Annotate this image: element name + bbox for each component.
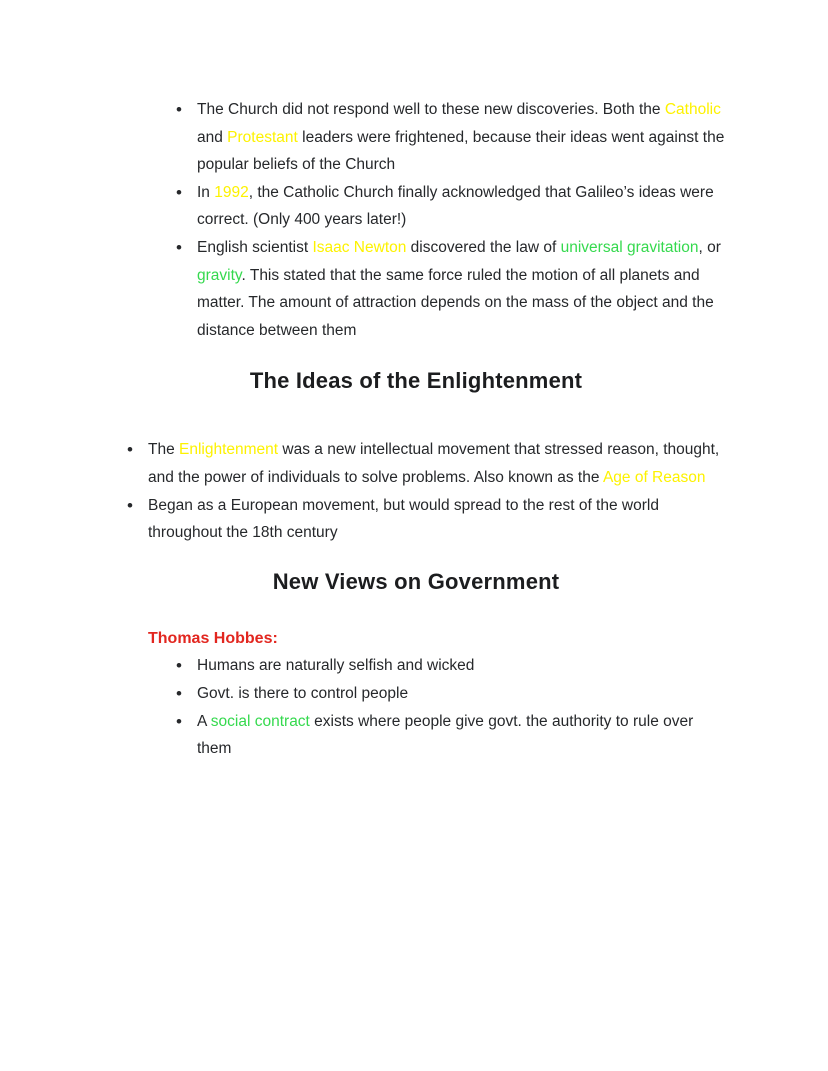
list-item bbox=[148, 492, 732, 547]
highlighted-text: Enlightenment bbox=[179, 441, 279, 459]
text-segment: The Church did not respond well to these new discoveries. Both the bbox=[197, 101, 665, 118]
text-segment: Humans are naturally selfish and wicked bbox=[197, 657, 475, 675]
text-segment: The bbox=[148, 441, 180, 459]
text-segment: . This stated that the same force ruled the motion of all planets and matter. The amount of attraction depends on the mass of the object and the distance between them bbox=[197, 266, 714, 339]
text-segment: A bbox=[197, 712, 211, 730]
highlighted-text: Age of Reason bbox=[602, 468, 706, 486]
text-segment: leaders were frightened, because their ideas went against the popular beliefs of the Church bbox=[197, 128, 725, 174]
text-segment: , the Catholic Church finally acknowledged that Galileo’s ideas were correct. (Only 400 years later!) bbox=[197, 183, 714, 229]
text-segment: discovered the law of bbox=[406, 238, 561, 256]
text-segment: Began as a European movement, but would spread to the rest of the world throughout the 18th century bbox=[148, 496, 659, 542]
bullet-list-hobbes bbox=[100, 652, 732, 762]
list-item bbox=[197, 652, 732, 680]
list-item bbox=[197, 708, 732, 763]
highlighted-text: Protestant bbox=[227, 128, 298, 146]
highlighted-text: universal gravitation bbox=[560, 238, 699, 256]
text-segment: English scientist bbox=[197, 238, 313, 256]
highlighted-text: social contract bbox=[210, 712, 310, 730]
highlighted-text: Catholic bbox=[664, 101, 721, 118]
highlighted-text: gravity bbox=[197, 266, 242, 284]
section-heading-ideas: The Ideas of the Enlightenment bbox=[249, 368, 583, 394]
text-segment: and bbox=[197, 128, 228, 146]
text-segment: , or bbox=[698, 238, 721, 256]
text-segment: exists where people give govt. the authority to rule over them bbox=[197, 712, 694, 758]
text-segment: Govt. is there to control people bbox=[197, 684, 409, 702]
text-segment: was a new intellectual movement that stressed reason, thought, and the power of individuals to solve problems. Also known as the bbox=[148, 441, 720, 486]
highlighted-text: 1992 bbox=[214, 183, 249, 201]
list-item bbox=[197, 234, 732, 344]
thomas-hobbes-label: Thomas Hobbes: bbox=[148, 629, 278, 647]
section-heading-government: New Views on Government bbox=[272, 568, 560, 594]
highlighted-text: Isaac Newton bbox=[312, 238, 407, 256]
bullet-list-discoveries bbox=[100, 96, 732, 344]
list-item bbox=[148, 436, 732, 491]
bullet-list-enlightenment bbox=[100, 436, 732, 546]
list-item bbox=[197, 96, 732, 179]
text-segment: In bbox=[197, 183, 215, 201]
list-item bbox=[197, 179, 732, 234]
list-item bbox=[197, 680, 732, 708]
